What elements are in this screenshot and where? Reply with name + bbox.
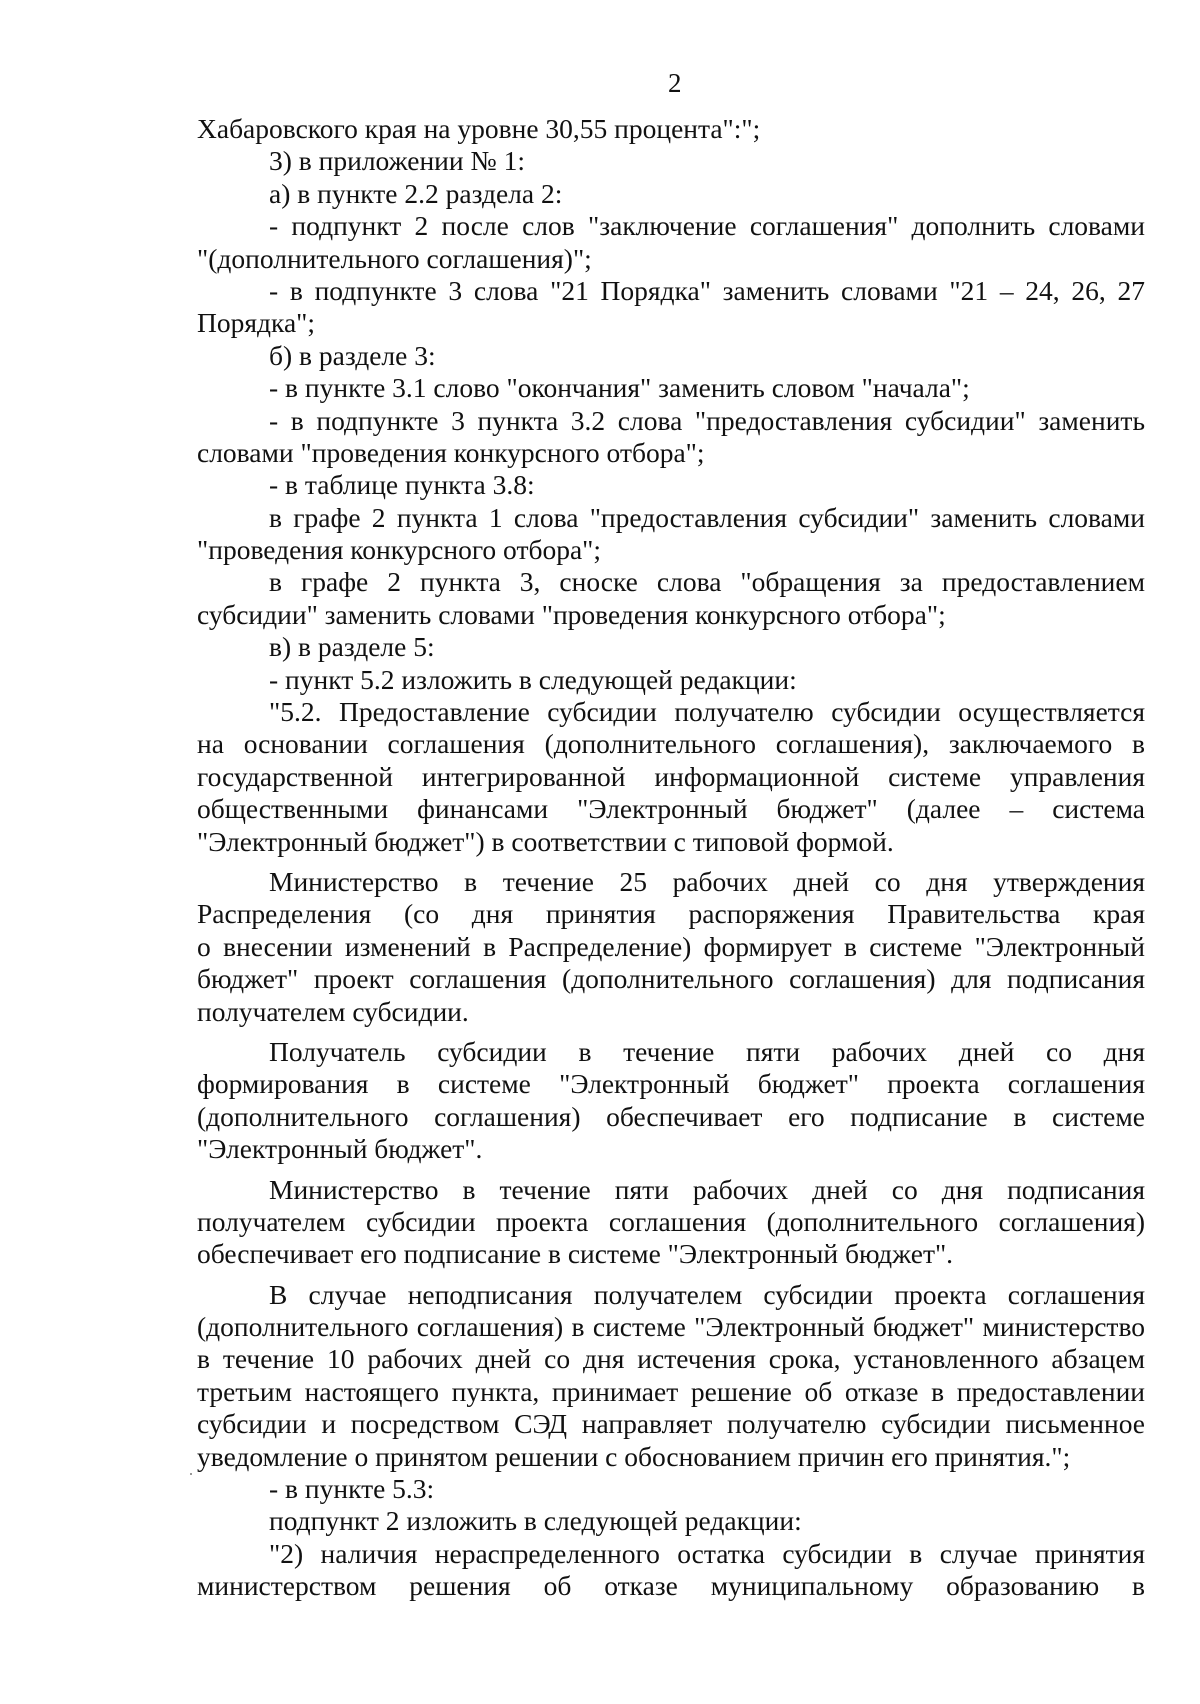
text-line: "2) наличия нераспределенного остатка субсидии в случае принятия <box>269 1537 1145 1569</box>
text-line: о внесении изменений в Распределение) формирует в системе "Электронный <box>197 930 1145 962</box>
text-line: министерством решения об отказе муниципальному образованию в <box>197 1570 1145 1602</box>
text-line: обеспечивает его подписание в системе "Электронный бюджет". <box>197 1238 954 1270</box>
text-line: субсидии" заменить словами "проведения конкурсного отбора"; <box>197 598 946 630</box>
text-line: субсидии и посредством СЭД направляет получателю субсидии письменное <box>197 1408 1145 1440</box>
text-line: в течение 10 рабочих дней со дня истечения срока, установленного абзацем <box>197 1343 1145 1375</box>
text-line: Получатель субсидии в течение пяти рабочих дней со дня <box>269 1035 1145 1067</box>
text-line: Распределения (со дня принятия распоряжения Правительства края <box>197 898 1145 930</box>
text-line: Министерство в течение 25 рабочих дней со дня утверждения <box>269 865 1145 897</box>
text-line: общественными финансами "Электронный бюджет" (далее – система <box>197 793 1145 825</box>
text-line: (дополнительного соглашения) в системе "Электронный бюджет" министерство <box>197 1311 1145 1343</box>
text-line: Министерство в течение пяти рабочих дней со дня подписания <box>269 1173 1145 1205</box>
text-line: словами "проведения конкурсного отбора"; <box>197 436 705 468</box>
text-line: - в таблице пункта 3.8: <box>269 469 535 501</box>
text-line: третьим настоящего пункта, принимает решение об отказе в предоставлении <box>197 1375 1145 1407</box>
text-line: - пункт 5.2 изложить в следующей редакции: <box>269 663 797 695</box>
document-body <box>197 113 1145 1603</box>
text-line: - в подпункте 3 пункта 3.2 слова "предоставления субсидии" заменить <box>269 404 1145 436</box>
text-line: "5.2. Предоставление субсидии получателю субсидии осуществляется <box>269 696 1145 728</box>
text-line: Хабаровского края на уровне 30,55 процента":"; <box>197 113 761 144</box>
text-line: уведомление о принятом решении с обоснованием причин его принятия."; <box>197 1440 1071 1472</box>
text-line: "(дополнительного соглашения)"; <box>197 242 592 274</box>
text-line: "проведения конкурсного отбора"; <box>197 534 602 566</box>
paragraph-gap <box>197 1028 1145 1036</box>
text-line: подпункт 2 изложить в следующей редакции: <box>269 1505 802 1537</box>
scan-speck <box>190 1473 192 1475</box>
text-line: б) в разделе 3: <box>269 339 436 371</box>
text-line: бюджет" проект соглашения (дополнительного соглашения) для подписания <box>197 963 1145 995</box>
text-line: в) в разделе 5: <box>269 631 435 663</box>
text-line: - в пункте 5.3: <box>269 1473 435 1505</box>
text-line: В случае неподписания получателем субсидии проекта соглашения <box>269 1278 1145 1310</box>
text-line: - подпункт 2 после слов "заключение соглашения" дополнить словами <box>269 210 1145 242</box>
text-line: государственной интегрированной информационной системе управления <box>197 760 1145 792</box>
text-line: 3) в приложении № 1: <box>269 145 525 177</box>
paragraph-gap <box>197 858 1145 866</box>
page-number: 2 <box>668 68 682 98</box>
text-line: формирования в системе "Электронный бюджет" проекта соглашения <box>197 1068 1145 1100</box>
text-line: Порядка"; <box>197 307 316 339</box>
text-line: получателем субсидии. <box>197 995 469 1027</box>
paragraph-gap <box>197 1271 1145 1279</box>
text-line: (дополнительного соглашения) обеспечивает его подписание в системе <box>197 1100 1145 1132</box>
text-line: - в подпункте 3 слова "21 Порядка" заменить словами "21 – 24, 26, 27 <box>269 274 1145 306</box>
text-line: - в пункте 3.1 слово "окончания" заменить словом "начала"; <box>269 372 970 404</box>
text-line: в графе 2 пункта 1 слова "предоставления субсидии" заменить словами <box>269 501 1145 533</box>
text-line: в графе 2 пункта 3, сноске слова "обращения за предоставлением <box>269 566 1145 598</box>
text-line: получателем субсидии проекта соглашения (дополнительного соглашения) <box>197 1205 1145 1237</box>
text-line: а) в пункте 2.2 раздела 2: <box>269 177 563 209</box>
text-line: "Электронный бюджет") в соответствии с типовой формой. <box>197 825 894 857</box>
text-line: на основании соглашения (дополнительного соглашения), заключаемого в <box>197 728 1145 760</box>
text-line: "Электронный бюджет". <box>197 1133 483 1165</box>
paragraph-gap <box>197 1166 1145 1174</box>
